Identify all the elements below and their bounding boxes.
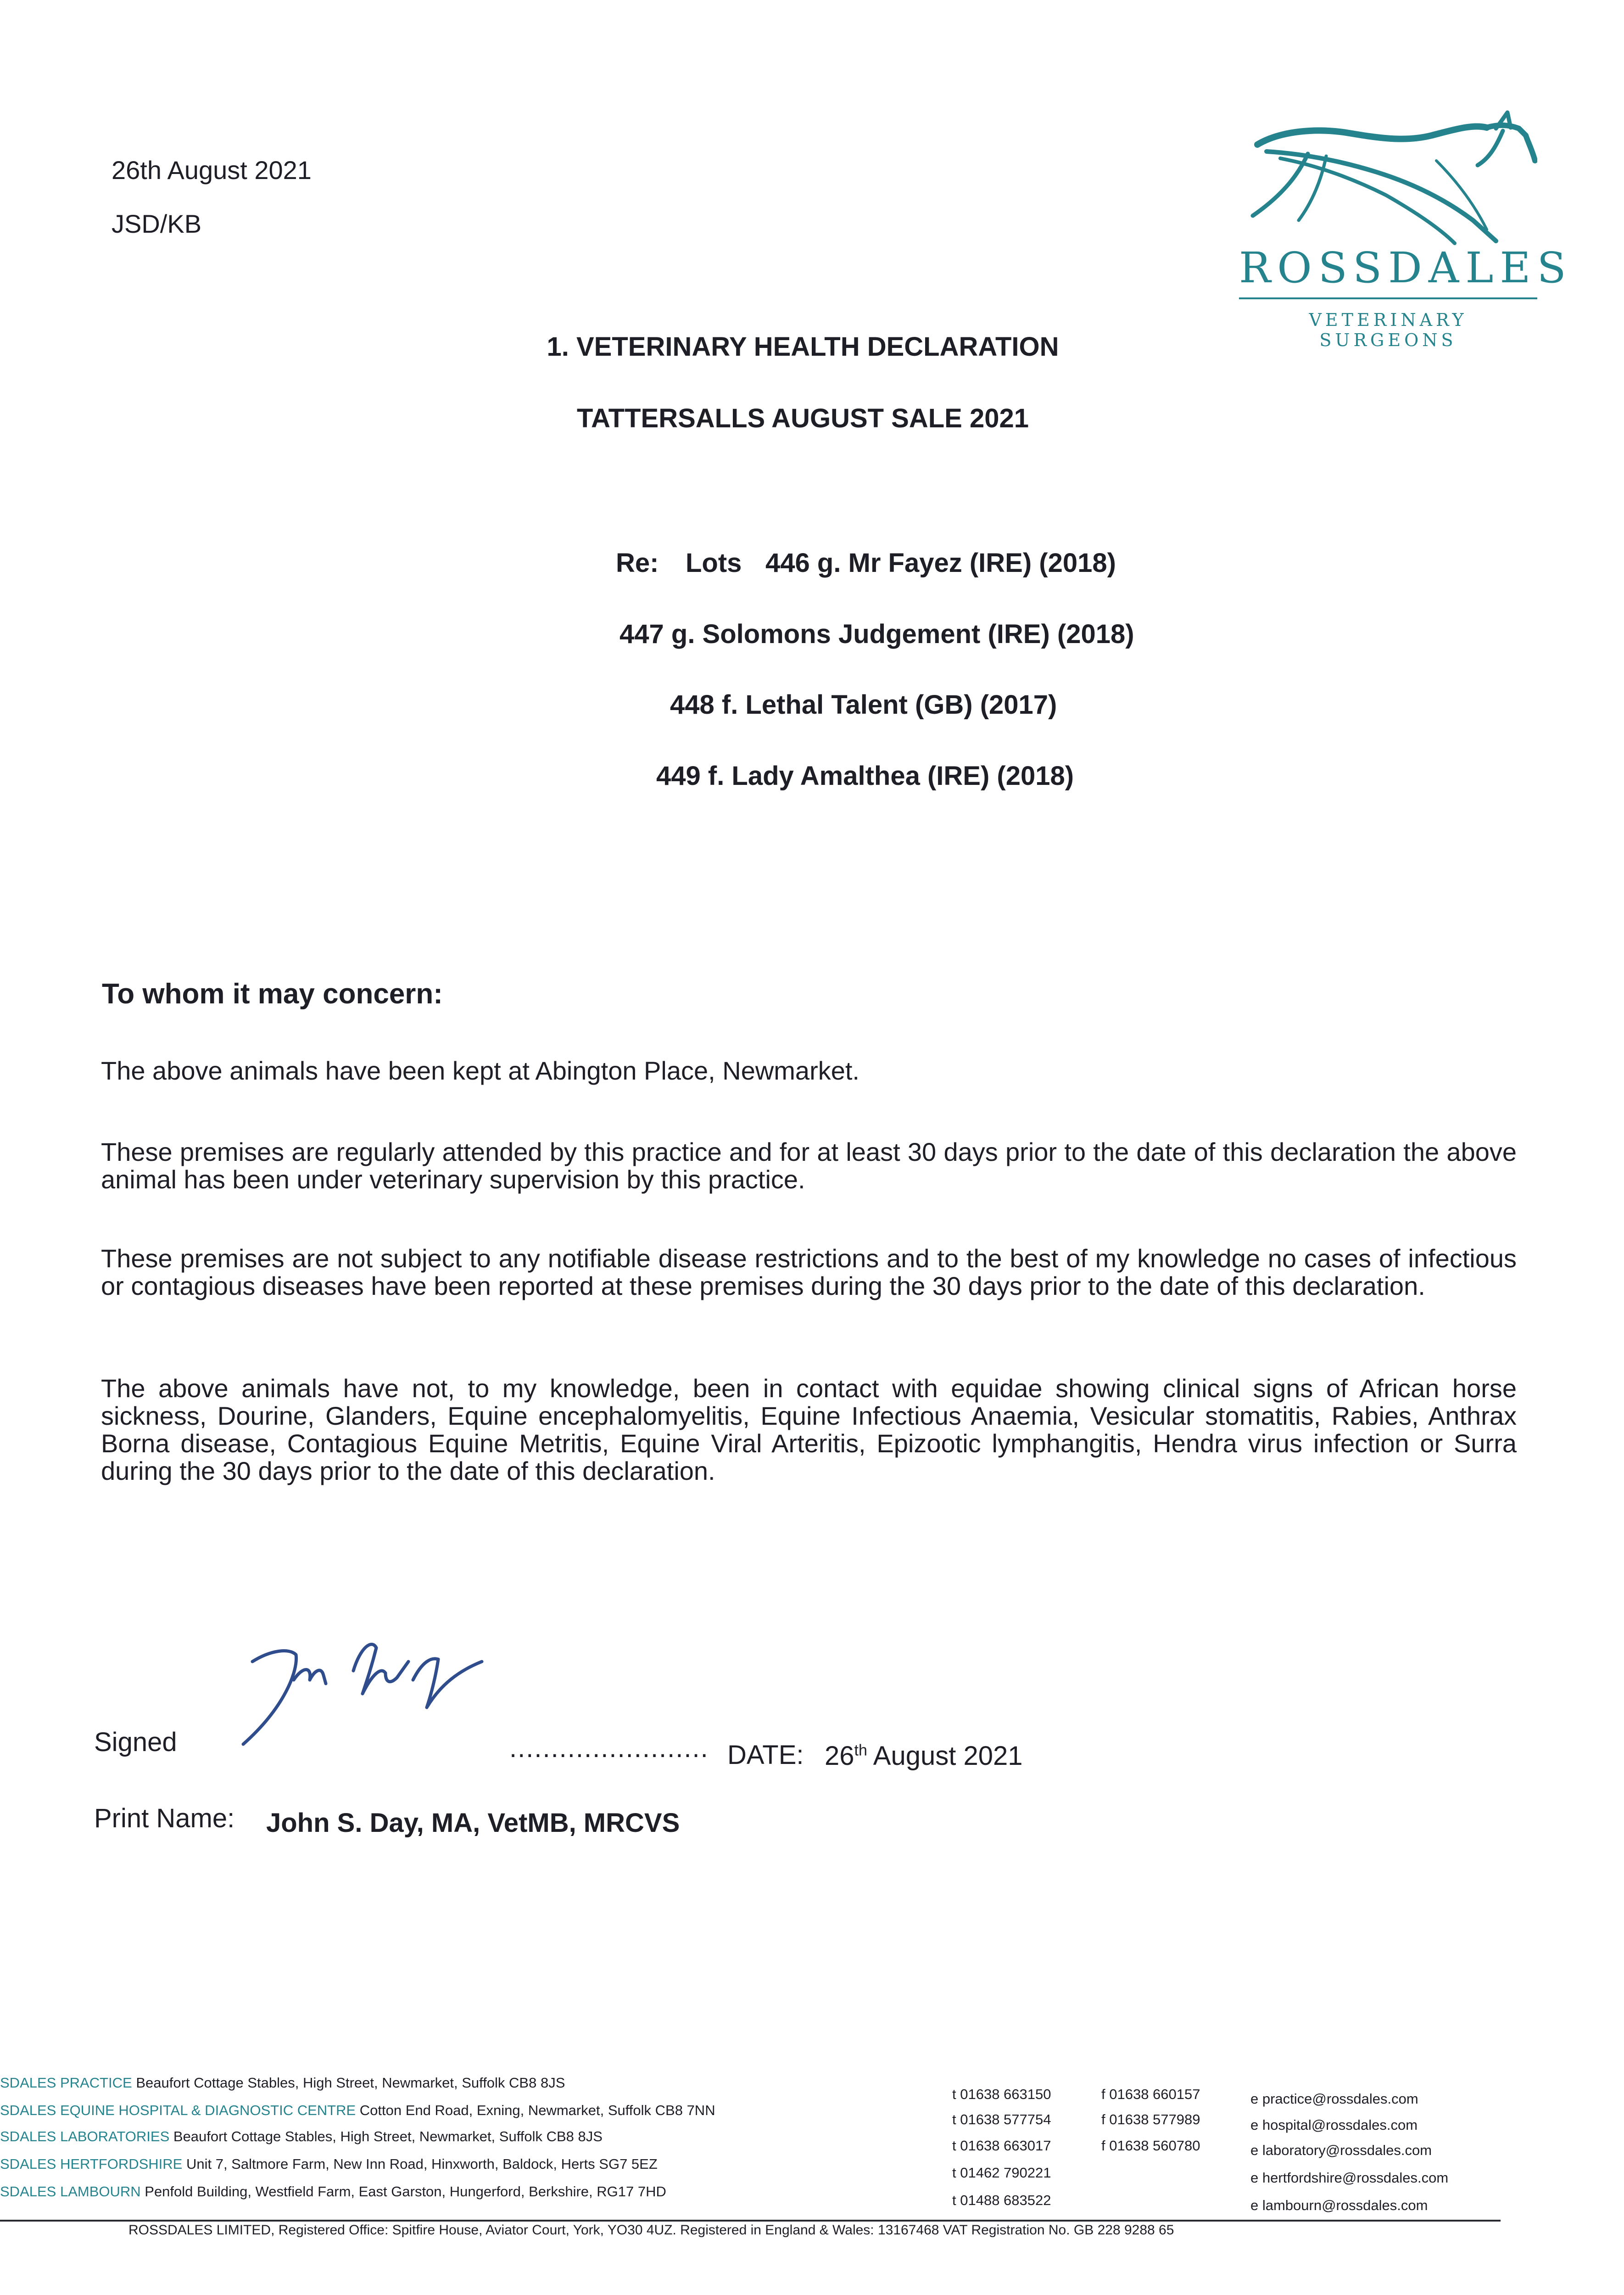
- registered-office: ROSSDALES LIMITED, Registered Office: Spitfire House, Aviator Court, York, YO30 4UZ. Registered in England & Wales: 13167468 VAT Registration No. GB 228 9288 65: [128, 2222, 1174, 2238]
- print-name: John S. Day, MA, VetMB, MRCVS: [266, 1808, 680, 1838]
- office-phone: t 01638 577754: [952, 2111, 1051, 2127]
- sale-title: TATTERSALLS AUGUST SALE 2021: [576, 403, 1029, 433]
- office-phone: t 01638 663017: [952, 2138, 1051, 2154]
- office-address: Cotton End Road, Exning, Newmarket, Suffolk CB8 7NN: [359, 2102, 715, 2118]
- logo-tagline: VETERINARY SURGEONS: [1309, 310, 1468, 350]
- footer-office: [0, 2128, 603, 2145]
- office-fax: f 01638 660157: [1101, 2086, 1200, 2102]
- date-label: DATE:: [727, 1740, 804, 1770]
- office-name: SDALES PRACTICE: [0, 2075, 132, 2091]
- signed-date: [825, 1741, 1023, 1771]
- office-email: e practice@rossdales.com: [1250, 2091, 1418, 2107]
- footer-rule: [0, 2220, 1501, 2222]
- handwritten-signature: [234, 1629, 491, 1749]
- body-paragraph: The above animals have been kept at Abington Place, Newmarket.: [101, 1056, 859, 1085]
- horse-logo-icon: [1239, 110, 1537, 248]
- office-name: SDALES EQUINE HOSPITAL & DIAGNOSTIC CENTRE: [0, 2102, 356, 2118]
- date-day: 26: [825, 1741, 854, 1771]
- office-fax: f 01638 577989: [1101, 2111, 1200, 2127]
- logo-divider: [1239, 297, 1537, 299]
- declaration-title: 1. VETERINARY HEALTH DECLARATION: [547, 332, 1059, 362]
- office-address: Beaufort Cottage Stables, High Street, Newmarket, Suffolk CB8 8JS: [136, 2075, 565, 2091]
- office-phone: t 01462 790221: [952, 2165, 1051, 2181]
- footer-office: [0, 2075, 565, 2091]
- office-name: SDALES HERTFORDSHIRE: [0, 2156, 183, 2172]
- office-phone: t 01638 663150: [952, 2086, 1051, 2102]
- office-phone: t 01488 683522: [952, 2192, 1051, 2208]
- letter-reference: JSD/KB: [112, 209, 202, 238]
- date-rest: August 2021: [867, 1741, 1023, 1771]
- office-email: e lambourn@rossdales.com: [1250, 2197, 1428, 2213]
- logo-name: ROSSDALES: [1239, 243, 1573, 292]
- signed-label: Signed: [94, 1727, 177, 1757]
- body-paragraph: These premises are not subject to any notifiable disease restrictions and to the best of my knowledge no cases of infectious or contagious diseases have been reported at these premises during the 30 days prior to the date of this declaration.: [101, 1244, 1517, 1300]
- body-paragraph: The above animals have not, to my knowledge, been in contact with equidae showing clinical signs of African horse sickness, Dourine, Glanders, Equine encephalomyelitis, Equine Infectious Anaemia, Vesicular stomatitis, Rabies, Anthrax Borna disease, Contagious Equine Metritis, Equine Viral Arteritis, Epizootic lymphangitis, Hendra virus infection or Surra during the 30 days prior to the date of this declaration.: [101, 1374, 1517, 1485]
- rossdales-logo: [1239, 110, 1573, 350]
- print-name-label: Print Name:: [94, 1803, 235, 1833]
- body-paragraph: These premises are regularly attended by this practice and for at least 30 days prior to the date of this declaration the above animal has been under veterinary supervision by this practice.: [101, 1137, 1517, 1194]
- lot-item: 449 f. Lady Amalthea (IRE) (2018): [656, 761, 1074, 791]
- office-email: e laboratory@rossdales.com: [1250, 2142, 1432, 2158]
- footer-office: [0, 2102, 715, 2119]
- office-name: SDALES LABORATORIES: [0, 2128, 170, 2144]
- re-label: Re:: [616, 548, 659, 578]
- office-name: SDALES LAMBOURN: [0, 2183, 141, 2200]
- lots-label: Lots: [686, 548, 742, 578]
- letter-date: 26th August 2021: [112, 156, 312, 185]
- lot-item: 447 g. Solomons Judgement (IRE) (2018): [619, 619, 1134, 649]
- footer-office: [0, 2156, 658, 2172]
- office-address: Beaufort Cottage Stables, High Street, Newmarket, Suffolk CB8 8JS: [173, 2128, 603, 2144]
- lot-item: 448 f. Lethal Talent (GB) (2017): [670, 690, 1057, 720]
- lot-item: 446 g. Mr Fayez (IRE) (2018): [765, 548, 1116, 578]
- office-address: Unit 7, Saltmore Farm, New Inn Road, Hinxworth, Baldock, Herts SG7 5EZ: [186, 2156, 658, 2172]
- footer-office: [0, 2183, 666, 2200]
- office-fax: f 01638 560780: [1101, 2138, 1200, 2154]
- date-suffix: th: [854, 1741, 867, 1759]
- office-email: e hospital@rossdales.com: [1250, 2117, 1418, 2133]
- signature-line: ........................: [509, 1733, 709, 1763]
- salutation: To whom it may concern:: [102, 978, 443, 1010]
- office-email: e hertfordshire@rossdales.com: [1250, 2170, 1449, 2186]
- office-address: Penfold Building, Westfield Farm, East Garston, Hungerford, Berkshire, RG17 7HD: [145, 2183, 666, 2200]
